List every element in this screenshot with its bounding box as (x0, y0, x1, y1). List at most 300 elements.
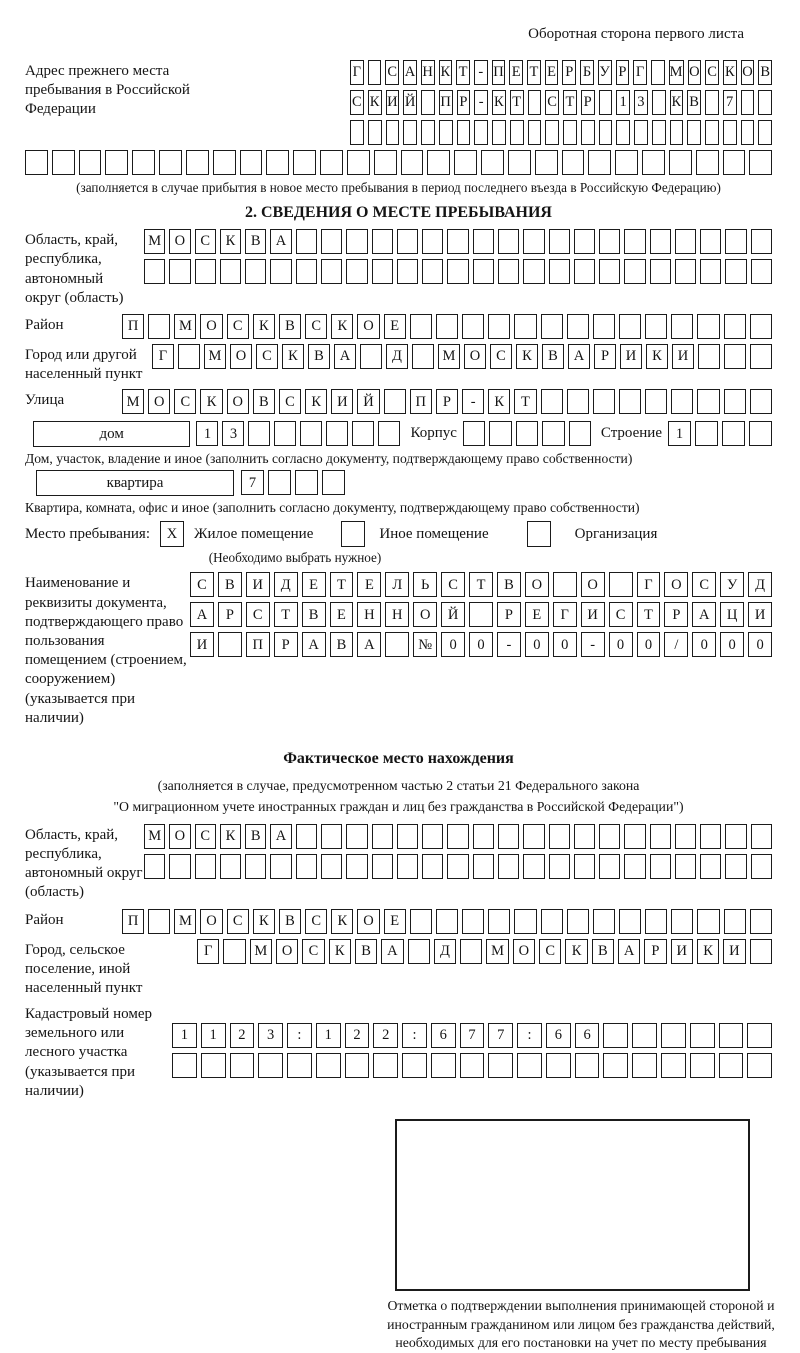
s2-street-block (25, 389, 772, 414)
char-box (751, 824, 772, 849)
char-box: О (741, 60, 755, 85)
char-box (747, 1023, 772, 1048)
char-box (321, 854, 342, 879)
char-box (320, 150, 343, 175)
char-box (624, 824, 645, 849)
al-district-block (25, 909, 772, 934)
char-box (567, 314, 589, 339)
char-box (397, 229, 418, 254)
char-box (346, 259, 367, 284)
char-box (258, 1053, 283, 1078)
char-box (473, 229, 494, 254)
char-box (599, 229, 620, 254)
doc-row-3 (190, 632, 772, 657)
char-box (386, 120, 400, 145)
prev-address-note: (заполняется в случае прибытия в новое место пребывания в период последнего въезда в Российскую Федерацию) (76, 180, 721, 195)
char-box: В (308, 344, 330, 369)
char-box: К (697, 939, 719, 964)
char-box: А (270, 824, 291, 849)
char-box: 0 (720, 632, 744, 657)
char-box (454, 150, 477, 175)
char-box: 6 (575, 1023, 600, 1048)
char-box (245, 854, 266, 879)
char-box (462, 909, 484, 934)
char-box: С (227, 909, 249, 934)
char-box: О (357, 909, 379, 934)
char-box (498, 824, 519, 849)
char-box (401, 150, 424, 175)
char-box (581, 120, 595, 145)
char-box (266, 150, 289, 175)
char-box (549, 854, 570, 879)
char-box (549, 824, 570, 849)
s2-street-row (122, 389, 772, 414)
doc-block (25, 572, 772, 728)
char-box: Г (553, 602, 577, 627)
house-box-label: дом (33, 421, 190, 447)
house-note: Дом, участок, владение и иное (заполнить согласно документу, подтверждающему право собственности) (25, 451, 633, 467)
char-box (326, 421, 348, 446)
al-city-label: Город, сельское поселение, иной населенный пункт (25, 941, 143, 996)
char-box: Р (274, 632, 298, 657)
char-box (410, 909, 432, 934)
char-box (661, 1023, 686, 1048)
char-box: У (598, 60, 612, 85)
char-box (105, 150, 128, 175)
s2-district-block (25, 314, 772, 339)
char-box: Р (581, 90, 595, 115)
char-box: К (331, 314, 353, 339)
char-box (698, 344, 720, 369)
char-box: О (169, 229, 190, 254)
char-box (541, 909, 563, 934)
char-box: Б (580, 60, 594, 85)
char-box: О (357, 314, 379, 339)
char-box (705, 120, 719, 145)
char-box (447, 229, 468, 254)
char-box: К (670, 90, 684, 115)
s2-city-label: Город или другой населенный пункт (25, 346, 143, 383)
char-box (488, 314, 510, 339)
korpus-cells (463, 421, 591, 446)
char-box (722, 421, 745, 446)
stay-option-label-inoe: Иное помещение (379, 525, 489, 542)
char-box (132, 150, 155, 175)
char-box: К (282, 344, 304, 369)
char-box (535, 150, 558, 175)
char-box (523, 259, 544, 284)
char-box (599, 259, 620, 284)
char-box: Р (644, 939, 666, 964)
char-box (675, 824, 696, 849)
char-box: К (200, 389, 222, 414)
confirmation-stamp-box (395, 1119, 750, 1291)
char-box (293, 150, 316, 175)
char-box (274, 421, 296, 446)
char-box (268, 470, 291, 495)
char-box: П (492, 60, 506, 85)
char-box: Т (274, 602, 298, 627)
char-box: В (218, 572, 242, 597)
char-box (593, 909, 615, 934)
char-box (574, 259, 595, 284)
char-box (172, 1053, 197, 1078)
char-box (758, 120, 772, 145)
char-box (492, 120, 506, 145)
char-box: Т (514, 389, 536, 414)
prev-address-label: Адрес прежнего места пребывания в Российской Федерации (25, 63, 190, 118)
char-box: А (357, 632, 381, 657)
char-box: К (220, 229, 241, 254)
house-number-cells (196, 421, 400, 446)
char-box (670, 120, 684, 145)
char-box (599, 90, 613, 115)
char-box: Р (562, 60, 576, 85)
char-box (650, 229, 671, 254)
char-box: К (329, 939, 351, 964)
al-cadastre-label: Кадастровый номер земельного или лесного участка (указывается при наличии) (25, 1006, 152, 1099)
char-box (700, 259, 721, 284)
char-box: Т (469, 572, 493, 597)
char-box: В (687, 90, 701, 115)
char-box (169, 854, 190, 879)
char-box (747, 1053, 772, 1078)
char-box: С (246, 602, 270, 627)
char-box: С (545, 90, 559, 115)
char-box (750, 939, 772, 964)
char-box (296, 854, 317, 879)
char-box: - (474, 90, 488, 115)
char-box: Г (350, 60, 364, 85)
char-box: М (438, 344, 460, 369)
char-box (632, 1023, 657, 1048)
char-box (378, 421, 400, 446)
char-box: С (190, 572, 214, 597)
char-box (422, 259, 443, 284)
char-box: О (413, 602, 437, 627)
char-box (750, 314, 772, 339)
prev-address-block (25, 60, 772, 145)
s2-house-row (33, 421, 772, 447)
char-box: А (381, 939, 403, 964)
char-box: В (592, 939, 614, 964)
char-box (422, 229, 443, 254)
char-box: С (490, 344, 512, 369)
char-box: 7 (723, 90, 737, 115)
char-box: Т (510, 90, 524, 115)
char-box: 0 (637, 632, 661, 657)
char-box: К (220, 824, 241, 849)
char-box (652, 90, 666, 115)
char-box: Г (152, 344, 174, 369)
char-box (723, 150, 746, 175)
char-box: П (410, 389, 432, 414)
char-box (697, 314, 719, 339)
char-box (322, 470, 345, 495)
char-box (650, 824, 671, 849)
char-box (296, 824, 317, 849)
char-box (295, 470, 318, 495)
char-box: М (174, 909, 196, 934)
char-box (700, 854, 721, 879)
char-box (287, 1053, 312, 1078)
char-box (248, 421, 270, 446)
apartment-box-label: квартира (36, 470, 234, 496)
char-box (671, 909, 693, 934)
char-box (447, 854, 468, 879)
al-cadastre-row-1 (172, 1023, 772, 1048)
s2-apartment-row (36, 470, 772, 496)
actual-location-note-2: "О миграционном учете иностранных граждан и лиц без гражданства в Российской Федерации") (113, 798, 684, 814)
stay-type-label: Место пребывания: (25, 525, 150, 542)
char-box (316, 1053, 341, 1078)
al-region-block (25, 824, 772, 903)
char-box: № (413, 632, 437, 657)
char-box: В (279, 909, 301, 934)
char-box (569, 421, 591, 446)
char-box: 3 (222, 421, 244, 446)
char-box (144, 259, 165, 284)
char-box (360, 344, 382, 369)
char-box (403, 120, 417, 145)
char-box: О (200, 314, 222, 339)
char-box (488, 1053, 513, 1078)
stay-option-label-org: Организация (574, 525, 658, 542)
char-box (79, 150, 102, 175)
char-box: : (402, 1023, 427, 1048)
char-box: А (692, 602, 716, 627)
prev-address-row-3 (350, 120, 772, 145)
char-box (457, 120, 471, 145)
char-box (671, 314, 693, 339)
char-box: Й (403, 90, 417, 115)
char-box: П (439, 90, 453, 115)
s2-city-row (152, 344, 772, 369)
char-box (619, 314, 641, 339)
char-box (741, 120, 755, 145)
char-box (230, 1053, 255, 1078)
char-box: Р (664, 602, 688, 627)
doc-label: Наименование и реквизиты документа, подтверждающего право пользования помещением (строением, сооружением) (указывается при наличии) (25, 575, 187, 726)
s2-street-label: Улица (25, 392, 65, 409)
char-box (510, 120, 524, 145)
char-box: 3 (258, 1023, 283, 1048)
char-box: К (488, 389, 510, 414)
char-box (385, 632, 409, 657)
al-district-label: Район (25, 911, 64, 928)
char-box (609, 572, 633, 597)
char-box (421, 90, 435, 115)
char-box: Е (545, 60, 559, 85)
char-box (574, 229, 595, 254)
char-box: К (305, 389, 327, 414)
char-box (384, 389, 406, 414)
char-box: М (144, 824, 165, 849)
s2-region-block (25, 229, 772, 308)
al-city-block (25, 939, 772, 999)
char-box: В (542, 344, 564, 369)
char-box: Г (197, 939, 219, 964)
char-box (498, 259, 519, 284)
char-box (397, 854, 418, 879)
char-box: Е (302, 572, 326, 597)
al-district-row (122, 909, 772, 934)
char-box (541, 314, 563, 339)
char-box: Ь (413, 572, 437, 597)
char-box (563, 120, 577, 145)
char-box: И (581, 602, 605, 627)
korpus-label: Корпус (410, 425, 457, 442)
char-box: 1 (196, 421, 218, 446)
char-box (473, 824, 494, 849)
doc-row-1 (190, 572, 772, 597)
char-box: Г (637, 572, 661, 597)
char-box: С (305, 909, 327, 934)
char-box (719, 1053, 744, 1078)
char-box (25, 150, 48, 175)
char-box (619, 389, 641, 414)
char-box: 0 (441, 632, 465, 657)
char-box (402, 1053, 427, 1078)
char-box: И (672, 344, 694, 369)
char-box: И (723, 939, 745, 964)
char-box: С (195, 824, 216, 849)
apartment-note: Квартира, комната, офис и иное (заполнить согласно документу, подтверждающему право собственности) (25, 500, 640, 516)
char-box (603, 1023, 628, 1048)
char-box (724, 909, 746, 934)
doc-row-2 (190, 602, 772, 627)
s2-district-label: Район (25, 316, 64, 333)
char-box (574, 854, 595, 879)
char-box: В (355, 939, 377, 964)
char-box (567, 909, 589, 934)
char-box (148, 909, 170, 934)
char-box (528, 120, 542, 145)
stroenie-cells (668, 421, 772, 446)
char-box: Д (274, 572, 298, 597)
char-box: О (581, 572, 605, 597)
char-box: П (122, 314, 144, 339)
char-box (469, 602, 493, 627)
char-box: К (723, 60, 737, 85)
char-box (700, 824, 721, 849)
char-box (642, 150, 665, 175)
char-box (412, 344, 434, 369)
stay-option-checkbox-org (527, 521, 551, 547)
char-box (749, 150, 772, 175)
char-box (321, 824, 342, 849)
al-cadastre-block (25, 1003, 772, 1101)
char-box (645, 909, 667, 934)
char-box (373, 1053, 398, 1078)
char-box: И (671, 939, 693, 964)
char-box (372, 229, 393, 254)
char-box: 0 (692, 632, 716, 657)
char-box (675, 259, 696, 284)
char-box (523, 824, 544, 849)
char-box (687, 120, 701, 145)
char-box: Р (218, 602, 242, 627)
char-box: Е (357, 572, 381, 597)
char-box: О (148, 389, 170, 414)
char-box: Д (434, 939, 456, 964)
s2-district-row (122, 314, 772, 339)
char-box (473, 259, 494, 284)
char-box (410, 314, 432, 339)
char-box (473, 854, 494, 879)
char-box (321, 229, 342, 254)
char-box: С (305, 314, 327, 339)
char-box (751, 229, 772, 254)
s2-region-row-2 (144, 259, 772, 284)
char-box (218, 632, 242, 657)
stroenie-label: Строение (600, 425, 662, 442)
char-box: 7 (488, 1023, 513, 1048)
char-box: 3 (634, 90, 648, 115)
char-box (575, 1053, 600, 1078)
char-box (553, 572, 577, 597)
char-box (270, 854, 291, 879)
char-box (240, 150, 263, 175)
char-box: Н (421, 60, 435, 85)
char-box: Р (594, 344, 616, 369)
char-box (661, 1053, 686, 1078)
char-box: Е (509, 60, 523, 85)
char-box (546, 1053, 571, 1078)
char-box: М (486, 939, 508, 964)
s2-region-row-1 (144, 229, 772, 254)
char-box (270, 259, 291, 284)
char-box (447, 259, 468, 284)
char-box: К (516, 344, 538, 369)
char-box: Ц (720, 602, 744, 627)
char-box (632, 1053, 657, 1078)
char-box (723, 120, 737, 145)
char-box: К (492, 90, 506, 115)
char-box (296, 259, 317, 284)
char-box: 1 (172, 1023, 197, 1048)
char-box (159, 150, 182, 175)
char-box (603, 1053, 628, 1078)
char-box: К (331, 909, 353, 934)
char-box (574, 824, 595, 849)
char-box: У (720, 572, 744, 597)
char-box (697, 389, 719, 414)
char-box: О (200, 909, 222, 934)
al-cadastre-row-2 (172, 1053, 772, 1078)
char-box (523, 854, 544, 879)
char-box: Р (497, 602, 521, 627)
char-box (223, 939, 245, 964)
char-box (436, 909, 458, 934)
char-box (724, 314, 746, 339)
char-box: М (250, 939, 272, 964)
char-box (341, 521, 365, 547)
char-box (517, 1053, 542, 1078)
char-box (675, 229, 696, 254)
char-box: Т (330, 572, 354, 597)
char-box: И (386, 90, 400, 115)
char-box: К (646, 344, 668, 369)
char-box: - (581, 632, 605, 657)
char-box (352, 421, 374, 446)
char-box: Д (748, 572, 772, 597)
char-box: С (609, 602, 633, 627)
char-box: И (246, 572, 270, 597)
char-box: О (230, 344, 252, 369)
s2-city-block (25, 344, 772, 384)
char-box: И (331, 389, 353, 414)
